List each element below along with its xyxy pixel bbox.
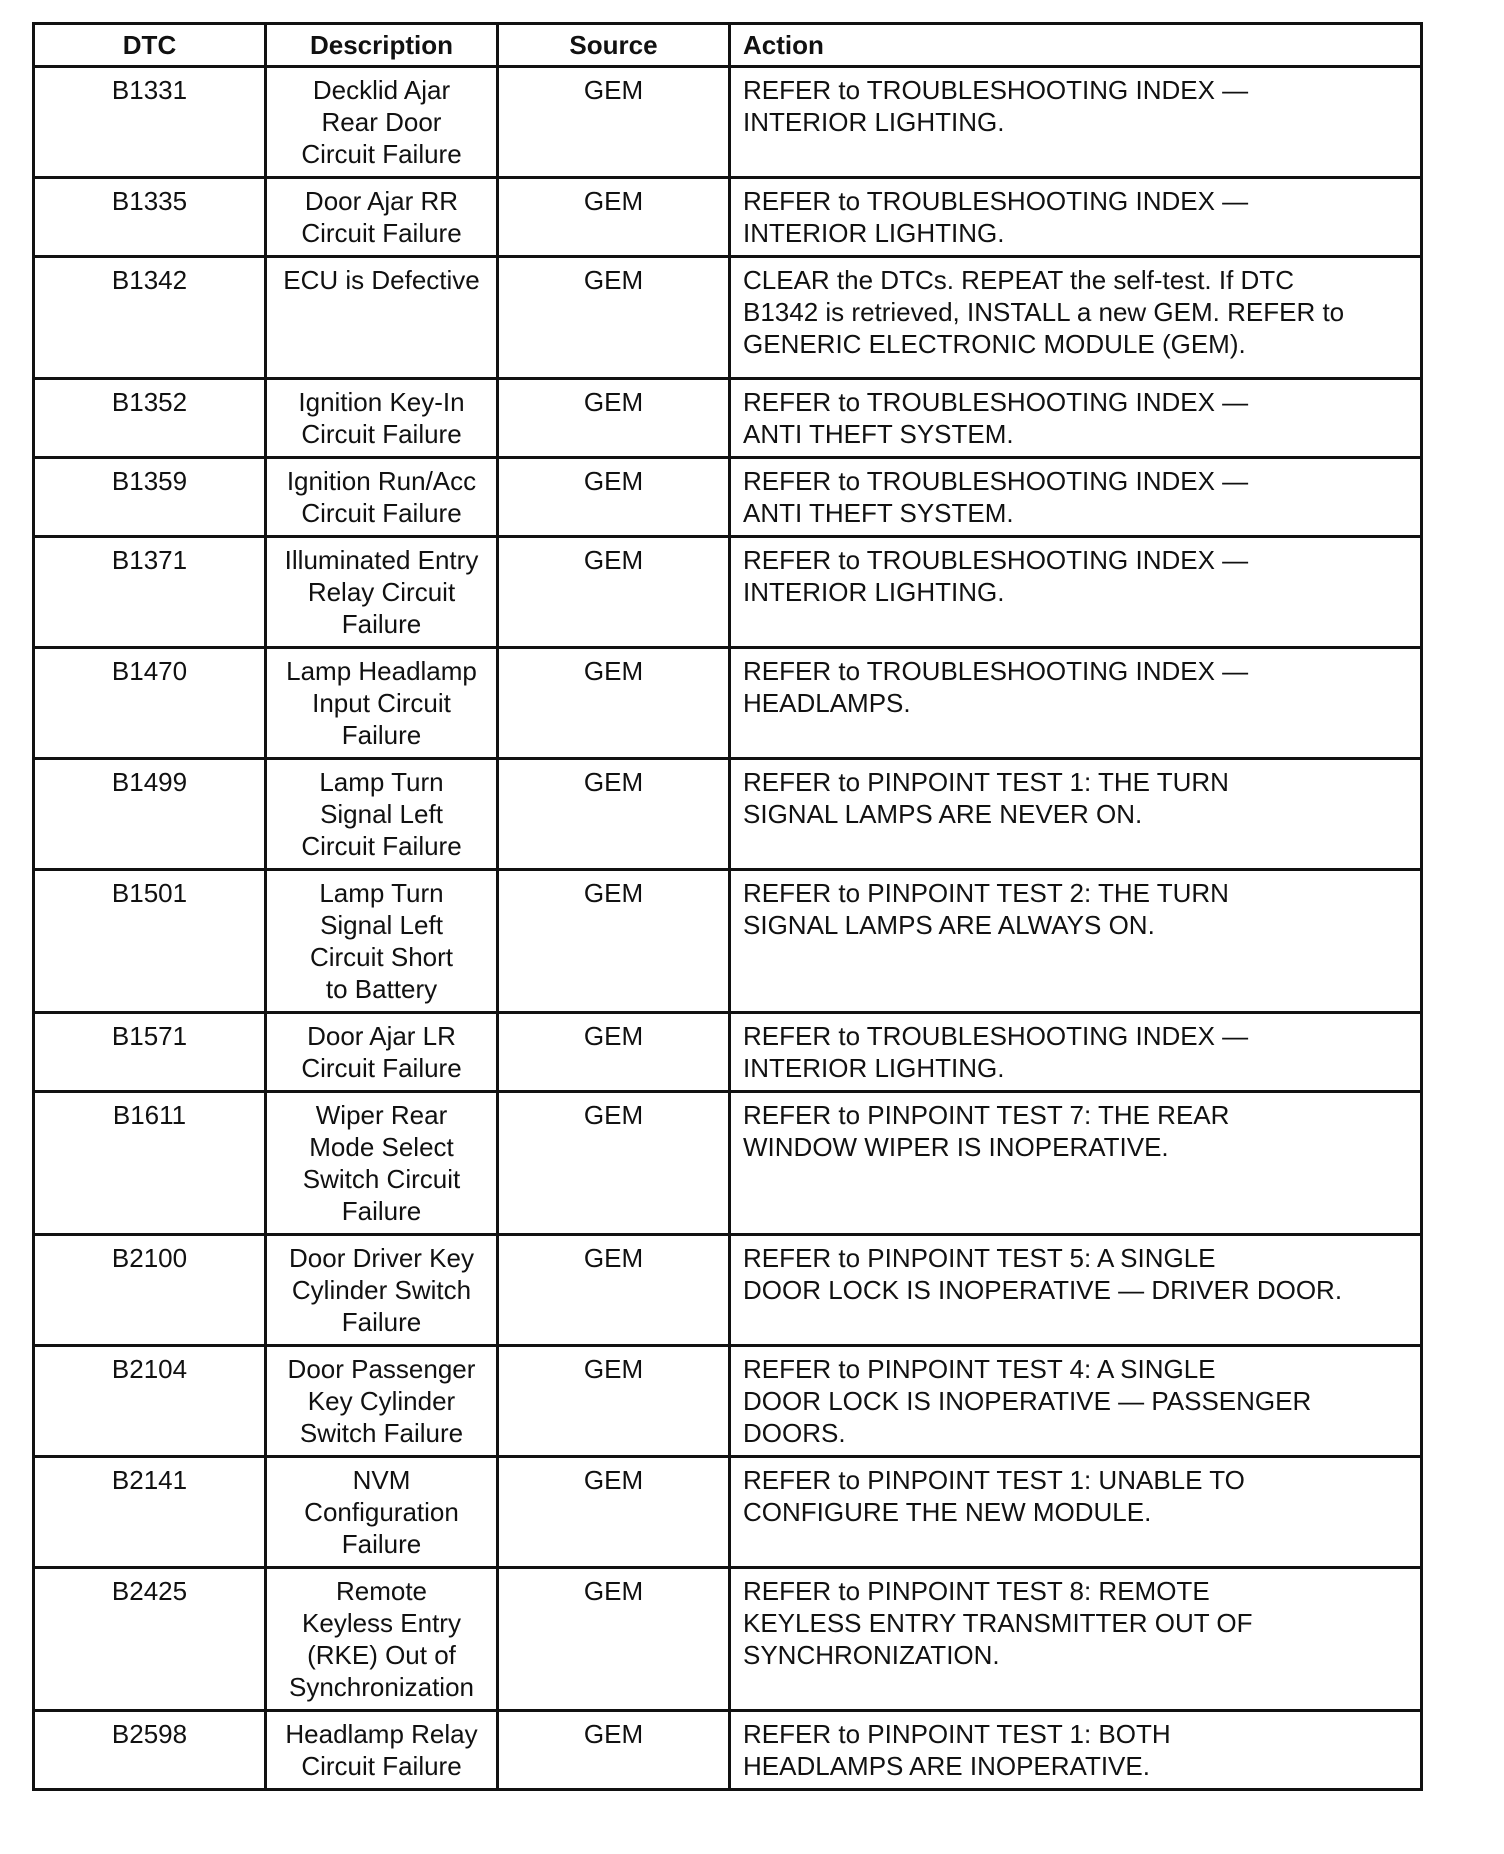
dtc-code: B2100 (34, 1235, 266, 1346)
dtc-action: REFER to TROUBLESHOOTING INDEX — ANTI THEFT SYSTEM. (730, 379, 1422, 458)
dtc-source: GEM (498, 1235, 730, 1346)
dtc-description: Wiper Rear Mode Select Switch Circuit Failure (266, 1092, 498, 1235)
dtc-source: GEM (498, 537, 730, 648)
dtc-description: Lamp Headlamp Input Circuit Failure (266, 648, 498, 759)
table-row (34, 648, 1422, 759)
dtc-source: GEM (498, 1568, 730, 1711)
dtc-action: REFER to PINPOINT TEST 7: THE REAR WINDOW WIPER IS INOPERATIVE. (730, 1092, 1422, 1235)
dtc-source: GEM (498, 458, 730, 537)
table-row (34, 1013, 1422, 1092)
dtc-action: REFER to TROUBLESHOOTING INDEX — INTERIOR LIGHTING. (730, 67, 1422, 178)
dtc-description: Illuminated Entry Relay Circuit Failure (266, 537, 498, 648)
table-row (34, 458, 1422, 537)
table-row (34, 178, 1422, 257)
dtc-action: REFER to PINPOINT TEST 1: UNABLE TO CONFIGURE THE NEW MODULE. (730, 1457, 1422, 1568)
dtc-table (32, 22, 1423, 1791)
dtc-code: B2104 (34, 1346, 266, 1457)
dtc-code: B1335 (34, 178, 266, 257)
dtc-description: Door Ajar LR Circuit Failure (266, 1013, 498, 1092)
table-row (34, 67, 1422, 178)
dtc-description: NVM Configuration Failure (266, 1457, 498, 1568)
dtc-code: B2141 (34, 1457, 266, 1568)
header-action: Action (730, 24, 1422, 67)
dtc-code: B1342 (34, 257, 266, 379)
dtc-source: GEM (498, 1092, 730, 1235)
dtc-code: B1352 (34, 379, 266, 458)
dtc-code: B1499 (34, 759, 266, 870)
dtc-source: GEM (498, 1013, 730, 1092)
dtc-action: REFER to TROUBLESHOOTING INDEX — ANTI THEFT SYSTEM. (730, 458, 1422, 537)
table-row (34, 257, 1422, 379)
dtc-source: GEM (498, 870, 730, 1013)
dtc-description: Door Ajar RR Circuit Failure (266, 178, 498, 257)
dtc-source: GEM (498, 257, 730, 379)
dtc-code: B2425 (34, 1568, 266, 1711)
header-description: Description (266, 24, 498, 67)
dtc-code: B1611 (34, 1092, 266, 1235)
dtc-source: GEM (498, 1346, 730, 1457)
dtc-description: Ignition Key-In Circuit Failure (266, 379, 498, 458)
table-row (34, 537, 1422, 648)
dtc-source: GEM (498, 178, 730, 257)
header-dtc: DTC (34, 24, 266, 67)
dtc-description: Remote Keyless Entry (RKE) Out of Synchronization (266, 1568, 498, 1711)
dtc-source: GEM (498, 67, 730, 178)
dtc-code: B1359 (34, 458, 266, 537)
dtc-description: Decklid Ajar Rear Door Circuit Failure (266, 67, 498, 178)
dtc-action: REFER to TROUBLESHOOTING INDEX — INTERIOR LIGHTING. (730, 537, 1422, 648)
table-row (34, 1346, 1422, 1457)
dtc-code: B1371 (34, 537, 266, 648)
dtc-action: REFER to TROUBLESHOOTING INDEX — INTERIOR LIGHTING. (730, 178, 1422, 257)
dtc-source: GEM (498, 1711, 730, 1790)
dtc-source: GEM (498, 1457, 730, 1568)
dtc-source: GEM (498, 648, 730, 759)
dtc-description: Ignition Run/Acc Circuit Failure (266, 458, 498, 537)
dtc-action: CLEAR the DTCs. REPEAT the self-test. If DTC B1342 is retrieved, INSTALL a new GEM. REFER to GENERIC ELECTRONIC MODULE (GEM). (730, 257, 1422, 379)
table-row (34, 1711, 1422, 1790)
table-row (34, 1457, 1422, 1568)
dtc-action: REFER to PINPOINT TEST 5: A SINGLE DOOR LOCK IS INOPERATIVE — DRIVER DOOR. (730, 1235, 1422, 1346)
dtc-description: Door Passenger Key Cylinder Switch Failure (266, 1346, 498, 1457)
dtc-source: GEM (498, 379, 730, 458)
dtc-action: REFER to PINPOINT TEST 1: THE TURN SIGNAL LAMPS ARE NEVER ON. (730, 759, 1422, 870)
table-row (34, 1092, 1422, 1235)
dtc-description: Lamp Turn Signal Left Circuit Failure (266, 759, 498, 870)
dtc-description: Lamp Turn Signal Left Circuit Short to Battery (266, 870, 498, 1013)
table-row (34, 870, 1422, 1013)
table-row (34, 379, 1422, 458)
table-row (34, 1568, 1422, 1711)
dtc-code: B1571 (34, 1013, 266, 1092)
dtc-action: REFER to TROUBLESHOOTING INDEX — HEADLAMPS. (730, 648, 1422, 759)
dtc-description: Headlamp Relay Circuit Failure (266, 1711, 498, 1790)
dtc-code: B1470 (34, 648, 266, 759)
table-row (34, 1235, 1422, 1346)
dtc-description: ECU is Defective (266, 257, 498, 379)
dtc-code: B1331 (34, 67, 266, 178)
dtc-source: GEM (498, 759, 730, 870)
table-body (34, 67, 1422, 1790)
dtc-description: Door Driver Key Cylinder Switch Failure (266, 1235, 498, 1346)
dtc-code: B1501 (34, 870, 266, 1013)
dtc-action: REFER to TROUBLESHOOTING INDEX — INTERIOR LIGHTING. (730, 1013, 1422, 1092)
dtc-action: REFER to PINPOINT TEST 2: THE TURN SIGNAL LAMPS ARE ALWAYS ON. (730, 870, 1422, 1013)
header-source: Source (498, 24, 730, 67)
dtc-action: REFER to PINPOINT TEST 8: REMOTE KEYLESS ENTRY TRANSMITTER OUT OF SYNCHRONIZATION. (730, 1568, 1422, 1711)
table-row (34, 759, 1422, 870)
dtc-code: B2598 (34, 1711, 266, 1790)
dtc-action: REFER to PINPOINT TEST 1: BOTH HEADLAMPS ARE INOPERATIVE. (730, 1711, 1422, 1790)
dtc-action: REFER to PINPOINT TEST 4: A SINGLE DOOR LOCK IS INOPERATIVE — PASSENGER DOORS. (730, 1346, 1422, 1457)
header-row (34, 24, 1422, 67)
